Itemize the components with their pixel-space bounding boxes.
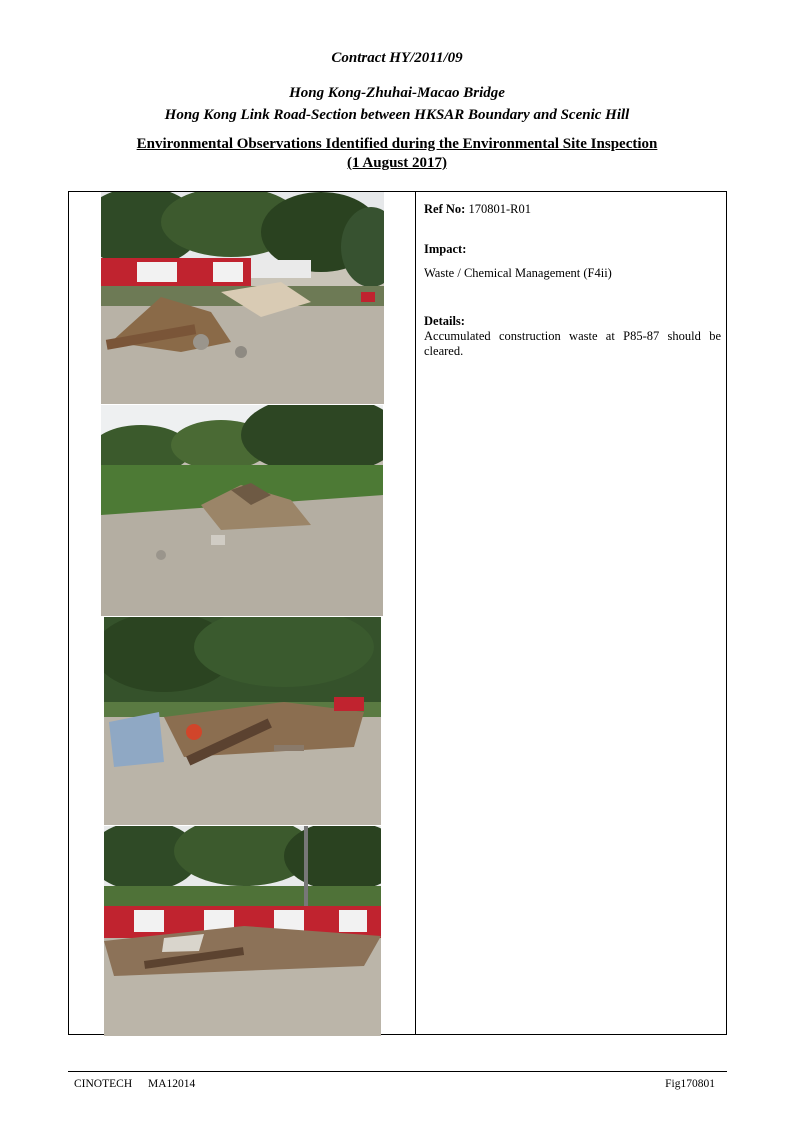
ref-value: 170801-R01 [468, 202, 531, 216]
footer-company: CINOTECH [74, 1078, 133, 1090]
ref-label: Ref No: [424, 202, 466, 216]
site-photo-2 [101, 405, 383, 616]
project-title-line1: Hong Kong-Zhuhai-Macao Bridge [289, 85, 505, 101]
footer-ma-number: MA12014 [148, 1078, 196, 1090]
site-photo-3 [104, 617, 381, 825]
site-photo-1 [101, 192, 384, 404]
site-photo-4 [104, 826, 381, 1036]
ref-number [424, 202, 721, 217]
footer-figure-number: Fig170801 [665, 1078, 715, 1090]
observations-title: Environmental Observations Identified during the Environmental Site Inspection [136, 136, 658, 152]
details-value: Accumulated construction waste at P85-87 should be cleared. [424, 329, 721, 358]
impact-value: Waste / Chemical Management (F4ii) [424, 266, 612, 280]
impact-label: Impact: [424, 242, 467, 256]
footer-rule [68, 1071, 727, 1072]
observations-date: (1 August 2017) [346, 155, 447, 171]
project-title-line2: Hong Kong Link Road-Section between HKSAR Boundary and Scenic Hill [164, 107, 630, 123]
observation-table [68, 191, 727, 1035]
column-divider [415, 192, 416, 1034]
details-label: Details: [424, 314, 465, 328]
contract-title: Contract HY/2011/09 [331, 50, 463, 66]
